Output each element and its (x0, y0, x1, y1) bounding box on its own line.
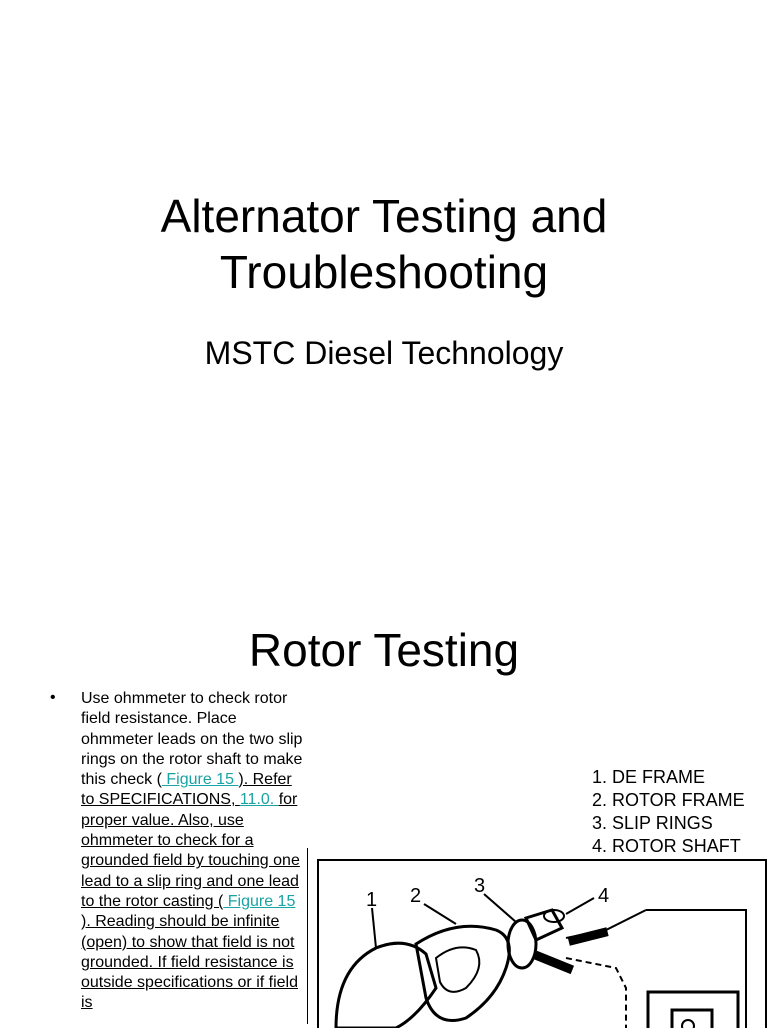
body-text-3: for proper value. Also, use ohmmeter to check for a grounded field by touching one lead to a slip ring and one lead to the rotor casting ( (81, 791, 300, 910)
legend-item-rotor-frame: 2. ROTOR FRAME (592, 790, 745, 810)
meter-face (672, 1010, 712, 1028)
body-text-2: ). Refer to SPECIFICATIONS, (81, 771, 292, 809)
rotor-testing-title: Rotor Testing (248, 624, 520, 676)
de-frame (336, 943, 436, 1028)
probe-lower (534, 951, 574, 974)
figure-15-link-2[interactable]: Figure 15 (223, 892, 296, 910)
callout-3: 3 (474, 875, 486, 897)
rotor-poles (436, 947, 479, 992)
dashed-lead (566, 958, 626, 1028)
callout-2: 2 (410, 885, 422, 907)
title-line-1: Alternator Testing and (160, 190, 608, 242)
rotor-diagram-svg (316, 858, 768, 1028)
body-text-1: Use ohmmeter to check rotor field resistance. Place ohmmeter leads on the two slip rings on the rotor shaft to make this check ( (81, 690, 303, 789)
rotor-frame (416, 926, 509, 1020)
meter-knob (682, 1020, 694, 1028)
callout-1: 1 (366, 889, 378, 911)
callout-line-2 (424, 904, 456, 924)
body-text-4: ). Reading should be infinite (open) to show that field is not grounded. If field resistance is outside specifications or if field is (81, 913, 298, 1012)
legend-item-slip-rings: 3. SLIP RINGS (592, 813, 713, 833)
callout-line-3 (484, 894, 516, 922)
callout-4: 4 (598, 885, 610, 907)
slide-subtitle: MSTC Diesel Technology (204, 335, 564, 371)
title-line-2: Troubleshooting (219, 246, 549, 298)
rotor-test-body (81, 689, 305, 1014)
figure-15-link-1[interactable]: Figure 15 (161, 771, 239, 789)
callout-line-4 (566, 898, 594, 914)
rotor-figure (316, 858, 768, 1033)
probe-upper (568, 927, 609, 945)
specifications-link[interactable]: 11.0. (239, 791, 279, 809)
figure-legend (592, 766, 745, 858)
legend-item-rotor-shaft: 4. ROTOR SHAFT (592, 836, 741, 856)
legend-item-de-frame: 1. DE FRAME (592, 767, 706, 787)
divider-line (307, 848, 308, 1024)
bullet-marker: • (50, 689, 56, 706)
slide-title (0, 188, 768, 300)
callout-line-1 (372, 908, 376, 948)
